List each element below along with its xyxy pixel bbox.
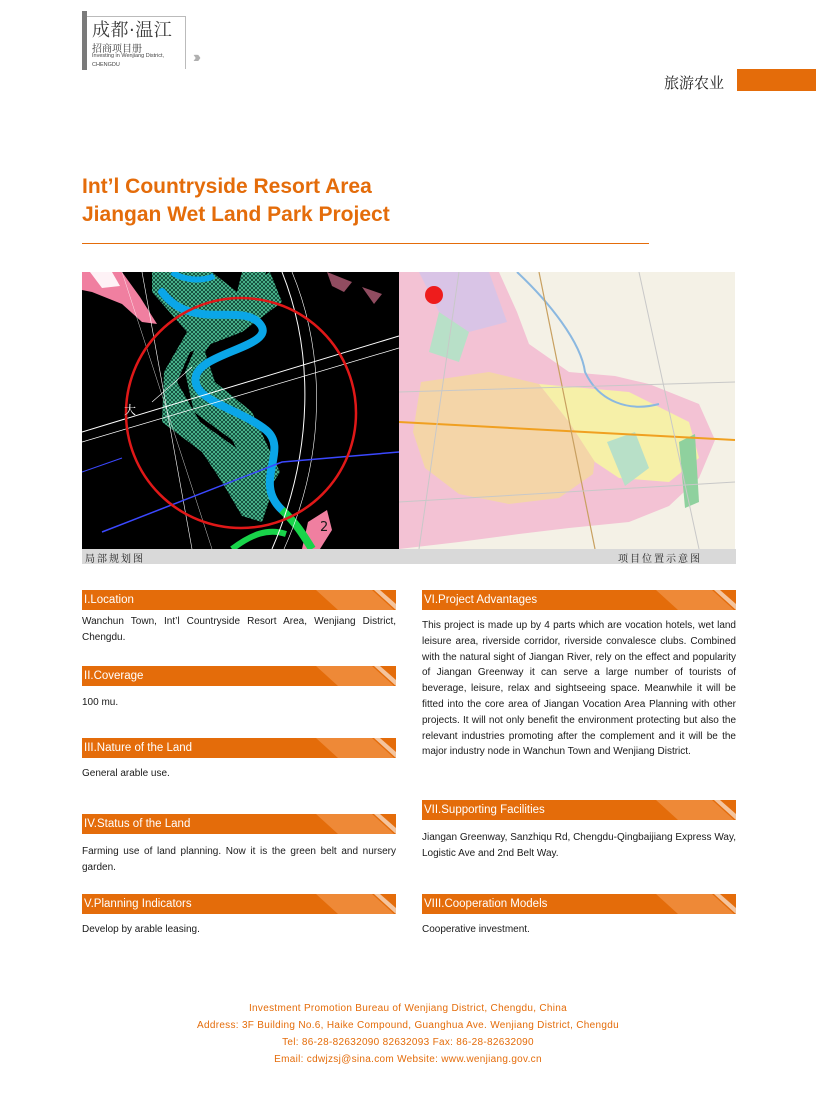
chevrons-icon: ››› bbox=[193, 49, 197, 66]
section-body-coverage: 100 mu. bbox=[82, 697, 119, 708]
section-body-facilities: Jiangan Greenway, Sanzhiqu Rd, Chengdu-Qingbaijiang Express Way, Logistic Ave and 2nd Belt Way. bbox=[422, 832, 736, 859]
logo-title: 成都·温江 bbox=[92, 20, 173, 41]
section-heading-location bbox=[82, 590, 396, 610]
section-heading-facilities bbox=[422, 800, 736, 820]
section-heading-facilities-text: VII.Supporting Facilities bbox=[424, 804, 545, 816]
local-map-number: 2 bbox=[320, 520, 329, 535]
footer-phone-fax: Tel: 86-28-82632090 82632093 Fax: 86-28-82632090 bbox=[282, 1037, 534, 1048]
section-heading-cooperation-text: VIII.Cooperation Models bbox=[424, 898, 548, 910]
section-heading-status-text: IV.Status of the Land bbox=[84, 818, 191, 830]
heading-decoration-icon bbox=[316, 738, 396, 758]
heading-decoration-icon bbox=[656, 894, 736, 914]
logo-english-line2: CHENGDU bbox=[92, 62, 120, 68]
footer-address: Address: 3F Building No.6, Haike Compound, Guanghua Ave. Wenjiang District, Chengdu bbox=[197, 1020, 619, 1031]
section-body-planning: Develop by arable leasing. bbox=[82, 924, 200, 935]
section-body-cooperation: Cooperative investment. bbox=[422, 924, 530, 935]
section-heading-nature-text: III.Nature of the Land bbox=[84, 742, 193, 754]
heading-decoration-icon bbox=[316, 814, 396, 834]
local-planning-map-drawing bbox=[82, 272, 399, 549]
heading-decoration-icon bbox=[316, 666, 396, 686]
location-map-drawing bbox=[399, 272, 735, 549]
section-heading-advantages bbox=[422, 590, 736, 610]
section-heading-planning-text: V.Planning Indicators bbox=[84, 898, 192, 910]
section-body-advantages: This project is made up by 4 parts which are vocation hotels, wet land leisure area, riverside corridor, riverside convalesce clubs. Combined with the natural sight of Jiangan River, rely on the effect and popularity of Jiangan Greenway it can serve a large number of tourists of beverage, leisure, relax and sightseeing space. Meanwhile it will be fitted into the core area of Jiangan Vocation Area Planning with other projects. It will not only benefit the environment protecting but also the relevant industries promoting after the complement and it will be the major industry node in Wanchun Town and Wenjiang District. bbox=[422, 620, 736, 758]
section-heading-location-text: I.Location bbox=[84, 594, 134, 606]
section-heading-status bbox=[82, 814, 396, 834]
section-heading-coverage-text: II.Coverage bbox=[84, 670, 144, 682]
local-map-label: 大 bbox=[124, 403, 137, 417]
section-heading-advantages-text: VI.Project Advantages bbox=[424, 594, 538, 606]
section-heading-coverage bbox=[82, 666, 396, 686]
section-body-status: Farming use of land planning. Now it is the green belt and nursery garden. bbox=[82, 846, 396, 873]
location-map-caption: 项目位置示意图 bbox=[618, 554, 702, 565]
logo-english-line1: Investing in Wenjiang District, bbox=[92, 53, 165, 59]
heading-decoration-icon bbox=[316, 894, 396, 914]
heading-decoration-icon bbox=[656, 590, 736, 610]
section-heading-planning bbox=[82, 894, 396, 914]
category-label: 旅游农业 bbox=[664, 74, 725, 92]
local-planning-map bbox=[82, 272, 399, 549]
heading-decoration-icon bbox=[656, 800, 736, 820]
title-rule bbox=[82, 243, 649, 244]
page-title-line2: Jiangan Wet Land Park Project bbox=[82, 203, 390, 226]
footer-email-website: Email: cdwjzsj@sina.com Website: www.wenjiang.gov.cn bbox=[274, 1054, 542, 1065]
logo-subtitle: 招商项目册 bbox=[92, 44, 142, 55]
location-map bbox=[399, 272, 735, 549]
local-planning-map-caption: 局部规划图 bbox=[85, 554, 145, 565]
section-heading-cooperation bbox=[422, 894, 736, 914]
section-heading-nature bbox=[82, 738, 396, 758]
category-bar bbox=[737, 69, 816, 91]
section-body-location: Wanchun Town, Int’l Countryside Resort Area, Wenjiang District, Chengdu. bbox=[82, 616, 396, 643]
footer-organization: Investment Promotion Bureau of Wenjiang District, Chengdu, China bbox=[248, 1003, 568, 1014]
heading-decoration-icon bbox=[316, 590, 396, 610]
section-body-nature: General arable use. bbox=[82, 768, 170, 779]
page-title-line1: Int’l Countryside Resort Area bbox=[82, 175, 372, 198]
